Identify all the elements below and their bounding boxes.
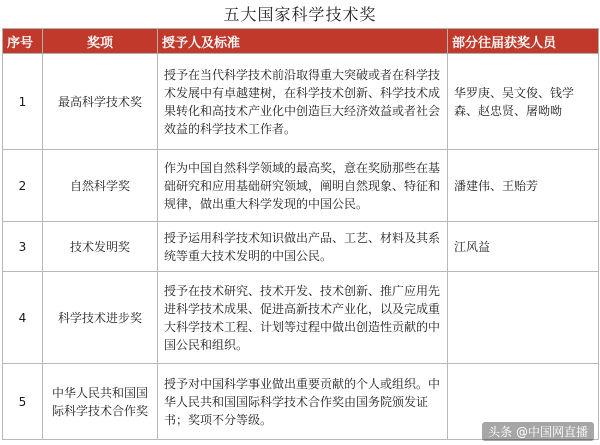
- award-name: 自然科学奖: [43, 150, 158, 222]
- row-number: 3: [3, 222, 43, 272]
- header-name: 奖项: [43, 29, 158, 54]
- page-title: 五大国家科学技术奖: [223, 5, 377, 24]
- award-criteria: 授予在当代科学技术前沿取得重大突破或者在科学技术发展中有卓越建树，在科学技术创新、科学技术成果转化和高技术产业化中创造巨大经济效益或者社会效益的科学技术工作者。: [158, 54, 448, 150]
- header-no: 序号: [3, 29, 43, 54]
- award-criteria: 授予运用科学技术知识做出产品、工艺、材料及其系统等重大技术发明的中国公民。: [158, 222, 448, 272]
- row-number: 1: [3, 54, 43, 150]
- award-name: 科学技术进步奖: [43, 272, 158, 364]
- source-watermark: 头条 @中国网直播: [482, 422, 594, 441]
- awards-table: [2, 28, 599, 440]
- table-header-row: [3, 29, 599, 54]
- award-criteria: 作为中国自然科学领域的最高奖，意在奖励那些在基础研究和应用基础研究领域，阐明自然现象、特征和规律，做出重大科学发现的中国公民。: [158, 150, 448, 222]
- header-criteria: 授予人及标准: [158, 29, 448, 54]
- table-row: [3, 54, 599, 150]
- award-winners: 华罗庚、吴文俊、钱学森、赵忠贤、屠呦呦: [448, 54, 599, 150]
- row-number: 2: [3, 150, 43, 222]
- header-winners: 部分往届获奖人员: [448, 29, 599, 54]
- award-name: 最高科学技术奖: [43, 54, 158, 150]
- award-criteria: 授予对中国科学事业做出重要贡献的个人或组织。中华人民共和国国际科学技术合作奖由国务院颁发证书；奖项不分等级。: [158, 364, 448, 440]
- award-name: 中华人民共和国国际科学技术合作奖: [43, 364, 158, 440]
- table-row: [3, 272, 599, 364]
- row-number: 4: [3, 272, 43, 364]
- row-number: 5: [3, 364, 43, 440]
- award-winners: [448, 272, 599, 364]
- award-criteria: 授予在技术研究、技术开发、技术创新、推广应用先进科学技术成果、促进高新技术产业化，以及完成重大科学技术工程、计划等过程中做出创造性贡献的中国公民和组织。: [158, 272, 448, 364]
- table-row: [3, 150, 599, 222]
- award-name: 技术发明奖: [43, 222, 158, 272]
- award-winners: 江风益: [448, 222, 599, 272]
- table-row: [3, 222, 599, 272]
- award-winners: 潘建伟、王贻芳: [448, 150, 599, 222]
